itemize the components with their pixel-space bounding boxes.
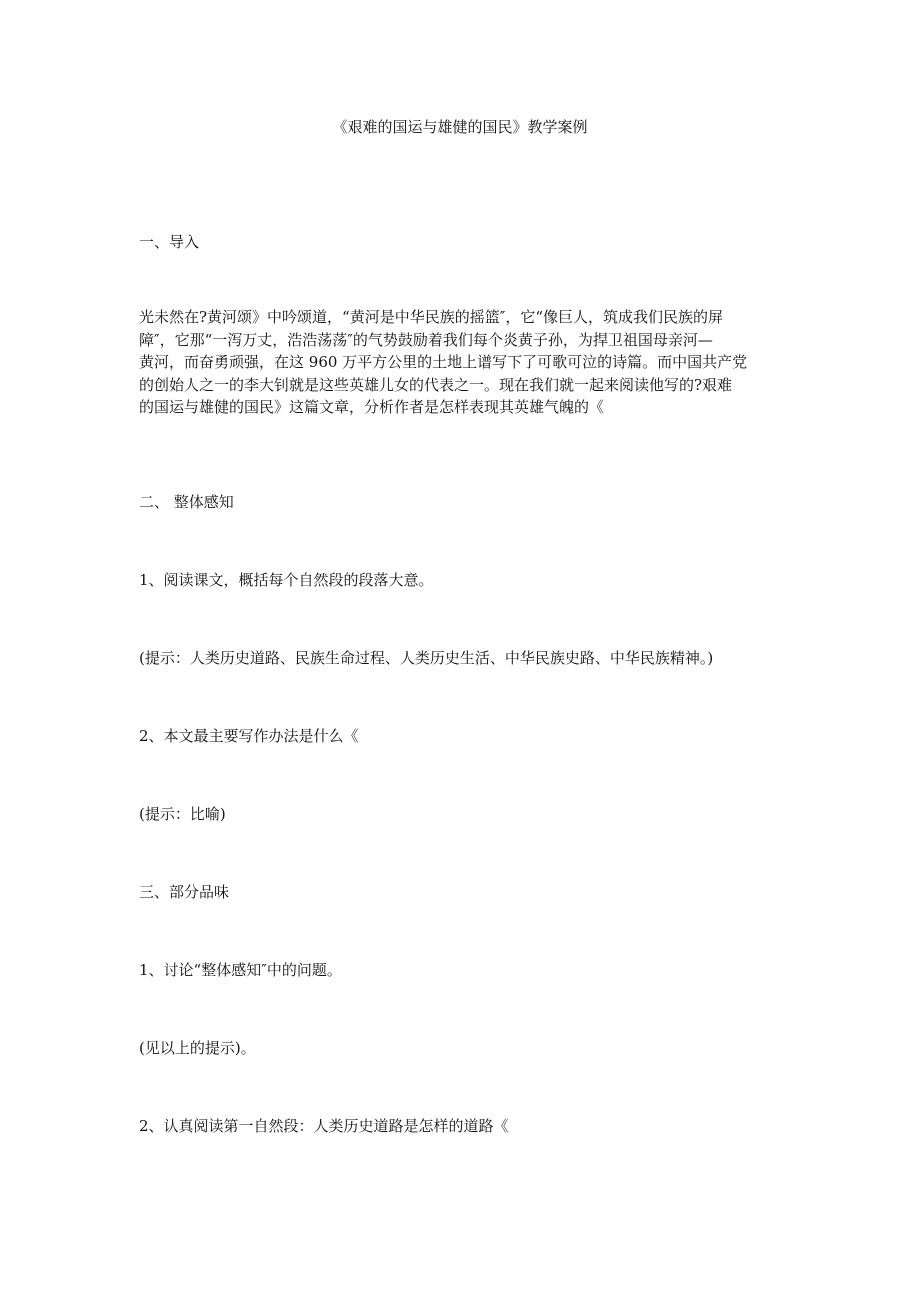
intro-line: 光未然在?黄河颂》中吟颂道，“黄河是中华民族的摇篮″，它“像巨人，筑成我们民族的屏 xyxy=(139,308,723,326)
section-heading-overall: 二、 整体感知 xyxy=(139,493,234,511)
section-heading-intro: 一、导入 xyxy=(139,233,200,251)
question-2-hint: (提示：比喻) xyxy=(139,805,226,823)
section-heading-detail: 三、部分品味 xyxy=(139,883,230,901)
question-1-hint: (提示：人类历史道路、民族生命过程、人类历史生活、中华民族史路、中华民族精神。) xyxy=(139,649,714,667)
question-2: 2、本文最主要写作办法是什么《 xyxy=(139,727,359,745)
intro-paragraph xyxy=(139,306,784,419)
intro-line: 黄河，而奋勇顽强，在这 960 万平方公里的土地上谱写下了可歌可泣的诗篇。而中国共产党 xyxy=(139,353,748,371)
document-title: 《艰难的国运与雄健的国民》教学案例 xyxy=(332,118,588,136)
intro-line: 障″，它那“一泻万丈，浩浩荡荡″的气势鼓励着我们每个炎黄子孙，为捍卫祖国母亲河— xyxy=(139,330,713,349)
question-4: 2、认真阅读第一自然段：人类历史道路是怎样的道路《 xyxy=(139,1117,509,1135)
intro-line: 的国运与雄健的国民》这篇文章，分析作者是怎样表现其英雄气魄的《 xyxy=(139,398,605,416)
question-1: 1、阅读课文，概括每个自然段的段落大意。 xyxy=(139,571,434,589)
intro-line: 的创始人之一的李大钊就是这些英雄儿女的代表之一。现在我们就一起来阅读他写的?艰难 xyxy=(139,375,733,394)
question-3-hint: (见以上的提示)。 xyxy=(139,1039,256,1057)
question-3: 1、讨论“整体感知″中的问题。 xyxy=(139,961,342,979)
